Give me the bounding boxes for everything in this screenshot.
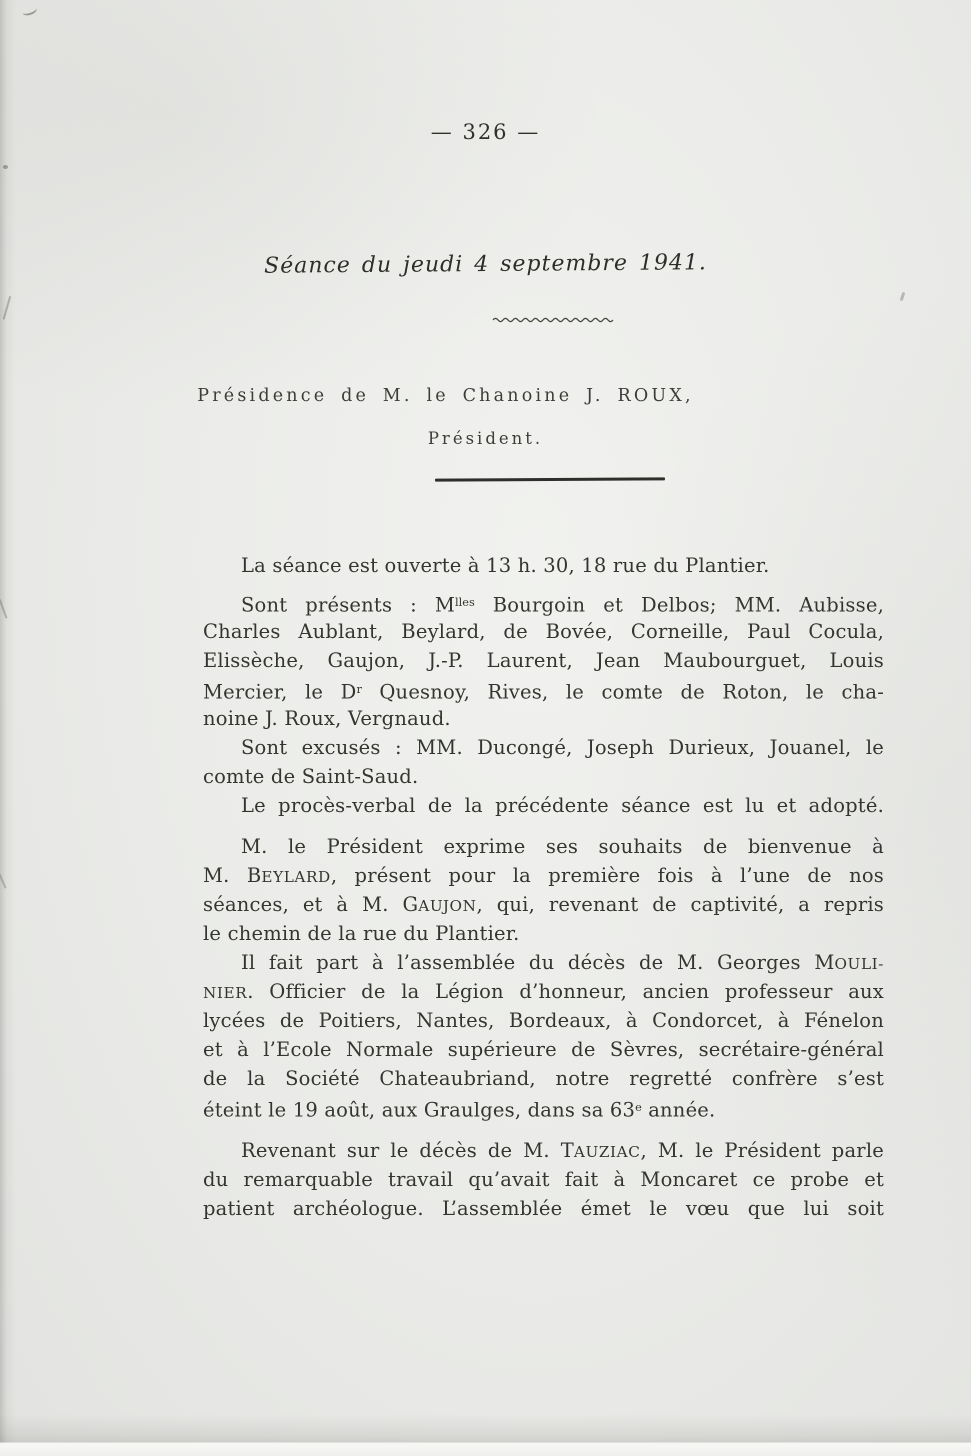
paragraph xyxy=(203,733,884,791)
page-bottom-edge xyxy=(0,1414,971,1456)
paragraph xyxy=(203,832,884,948)
text-line: du remarquable travail qu’avait fait à Moncaret ce probe et xyxy=(203,1168,884,1191)
paragraph xyxy=(203,948,884,1122)
text-line: Sont excusés : MM. Ducongé, Joseph Durieux, Jouanel, le xyxy=(241,736,884,759)
president-subheading: Président. xyxy=(427,429,544,448)
text-line: lycées de Poitiers, Nantes, Bordeaux, à Condorcet, à Fénelon xyxy=(203,1009,884,1032)
text-line: Revenant sur le décès de M. TAUZIAC, M. le Président parle xyxy=(241,1139,884,1162)
text-line: patient archéologue. L’assemblée émet le vœu que lui soit xyxy=(203,1197,884,1220)
paragraph xyxy=(203,791,884,820)
text-line: noine J. Roux, Vergnaud. xyxy=(203,707,451,730)
scan-artifact xyxy=(3,165,8,169)
presidency-heading: Présidence de M. le Chanoine J. ROUX, xyxy=(197,386,694,406)
scan-artifact xyxy=(900,292,906,301)
text-line: M. BEYLARD, présent pour la première fois à l’une de nos xyxy=(203,864,884,887)
paragraph xyxy=(203,588,884,733)
horizontal-rule xyxy=(435,477,665,481)
text-line: Charles Aublant, Beylard, de Bovée, Corneille, Paul Cocula, xyxy=(203,620,884,643)
text-line: NIER. Officier de la Légion d’honneur, ancien professeur aux xyxy=(203,980,884,1003)
paragraph xyxy=(203,551,884,580)
body-text xyxy=(203,551,884,1223)
scan-artifact xyxy=(0,294,11,319)
paragraph xyxy=(203,1136,884,1223)
session-title: Séance du jeudi 4 septembre 1941. xyxy=(264,250,707,279)
text-line: M. le Président exprime ses souhaits de bienvenue à xyxy=(241,835,884,858)
scan-artifact xyxy=(0,597,12,618)
text-line: éteint le 19 août, aux Graulges, dans sa 63e année. xyxy=(203,1098,716,1122)
text-line: Le procès-verbal de la précédente séance est lu et adopté. xyxy=(241,794,884,817)
scan-artifact xyxy=(0,865,12,888)
text-line: et à l’Ecole Normale supérieure de Sèvres, secrétaire-général xyxy=(203,1038,884,1061)
text-line: La séance est ouverte à 13 h. 30, 18 rue du Plantier. xyxy=(241,554,770,577)
text-line: Elissèche, Gaujon, J.-P. Laurent, Jean Maubourguet, Louis xyxy=(203,649,884,672)
text-line: Mercier, le $D^r$ Quesnoy, Rives, le comte de Roton, le cha- xyxy=(203,680,884,704)
text-line: le chemin de la rue du Plantier. xyxy=(203,922,520,945)
scan-artifact xyxy=(21,4,38,17)
text-line: Il fait part à l’assemblée du décès de M. Georges MOULI- xyxy=(241,951,884,974)
text-line: comte de Saint-Saud. xyxy=(203,765,419,788)
page-number: — 326 — xyxy=(430,120,541,144)
text-line: Sont présents : $M^{lles}$ Bourgoin et Delbos; MM. Aubisse, xyxy=(241,593,884,617)
wavy-divider-icon xyxy=(489,314,617,324)
text-line: de la Société Chateaubriand, notre regretté confrère s’est xyxy=(203,1067,884,1090)
text-line: séances, et à M. GAUJON, qui, revenant de captivité, a repris xyxy=(203,893,884,916)
